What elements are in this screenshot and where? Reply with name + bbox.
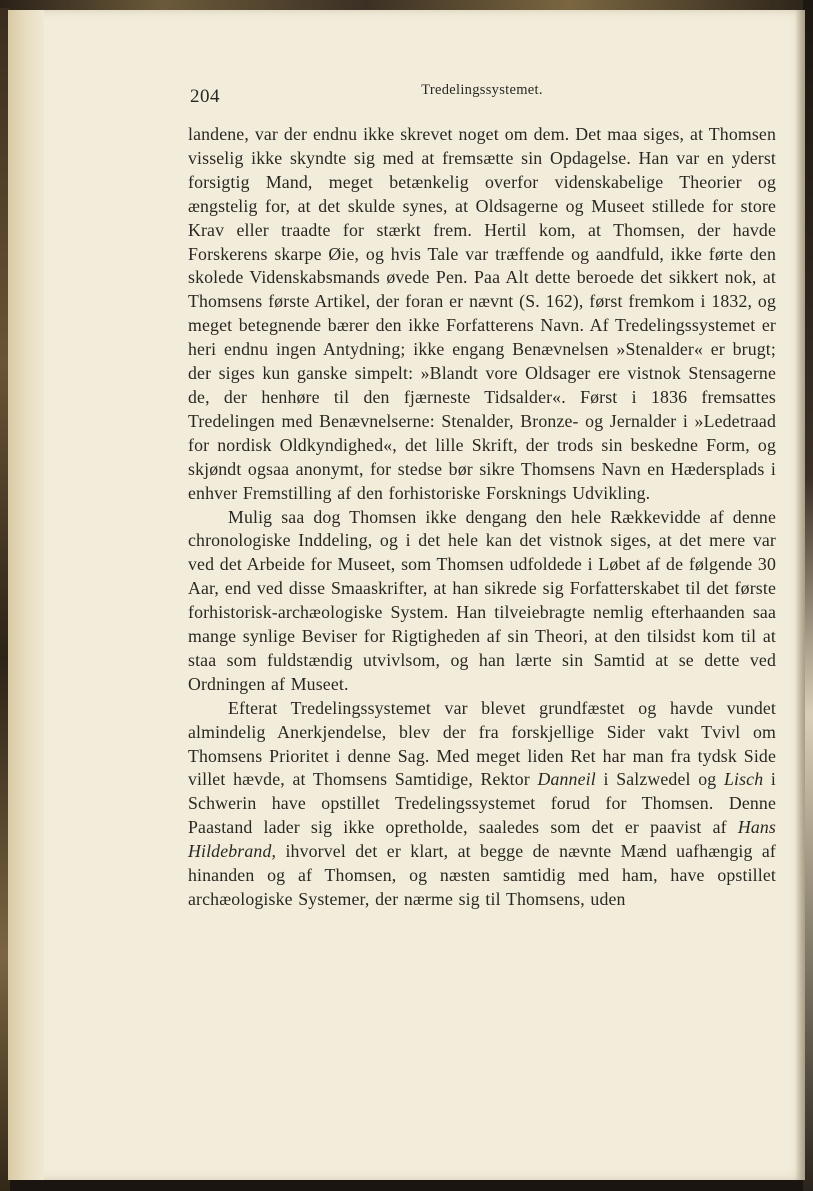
page-content	[188, 76, 776, 912]
name-lisch: Lisch	[723, 769, 764, 790]
paragraph-3-text-b: i Salzwedel og	[595, 769, 724, 790]
paragraph-3-text-c: i Schwerin have opstillet Tredelingssystemet forud for Thomsen. Denne Paastand lader sig ikke opretholde, saaledes som det er paavist af	[188, 769, 776, 838]
name-hans-hildebrand: Hans Hildebrand,	[188, 817, 776, 862]
paragraph-2: Mulig saa dog Thomsen ikke dengang den hele Rækkevidde af denne chronologiske Inddeling, og i det hele kan det vistnok siges, at det mere var ved det Arbeide for Museet, som Thomsen udfoldede i Løbet af de følgende 30 Aar, end ved disse Smaaskrifter, at han sikrede sig Forfatterskabet til det første forhistorisk-archæologiske System. Han tilveiebragte nemlig efterhaanden saa mange synlige Beviser for Rigtigheden af sin Theori, at den tilsidst kom til at staa som fuldstændig utvivlsom, og han lærte sin Samtid at se dette ved Ordningen af Museet.	[188, 506, 776, 694]
page-header	[188, 76, 776, 112]
book-page	[8, 10, 805, 1180]
paragraph-3	[188, 697, 776, 912]
paragraph-1: landene, var der endnu ikke skrevet noget om dem. Det maa siges, at Thomsen visselig ikke skyndte sig med at fremsætte sin Opdagelse. Han var en yderst forsigtig Mand, meget betænkelig overfor videnskabelige Theorier og ængstelig for, at det skulde synes, at Oldsagerne og Museet stillede for store Krav eller traadte for stærkt frem. Hertil kom, at Thomsen, der havde Forskerens skarpe Øie, og hvis Tale var træffende og aandfuld, ikke førte den skolede Videnskabsmands øvede Pen. Paa Alt dette beroede det sikkert nok, at Thomsens første Artikel, der foran er nævnt (S. 162), først fremkom i 1832, og meget betegnende bærer den ikke Forfatterens Navn. Af Tredelingssystemet er heri endnu ingen Antydning; ikke engang Benævnelsen »Stenalder« er brugt; der siges kun ganske simpelt: »Blandt vore Oldsager ere vistnok Stensagerne de, der henhøre til den fjærneste Tidsalder«. Først i 1836 fremsattes Tredelingen med Benævnelserne: Stenalder, Bronze- og Jernalder i »Ledetraad for nordisk Oldkyndighed«, det lille Skrift, der trods sin beskedne Form, og skjøndt ogsaa anonymt, for stedse bør sikre Thomsens Navn en Hædersplads i enhver Fremstilling af den forhistoriske Forsknings Udvikling.	[188, 124, 776, 503]
body-text	[188, 123, 776, 912]
page-gutter	[8, 10, 44, 1180]
page-number: 204	[190, 86, 220, 107]
paragraph-3-text-a: Efterat Tredelingssystemet var blevet grundfæstet og havde vundet almindelig Anerkjendelse, blev der fra forskjellige Sider vakt Tvivl om Thomsens Prioritet i denne Sag. Med meget liden Ret har man fra tydsk Side villet hævde, at Thomsens Samtidige, Rektor	[188, 697, 776, 790]
page-shadow	[795, 10, 805, 1180]
paragraph-3-text-d: ihvorvel det er klart, at begge de nævnte Mænd uafhængig af hinanden og af Thomsen, og næsten samtidig med ham, have opstillet archæologiske Systemer, der nærme sig til Thomsens, uden	[188, 841, 776, 909]
running-head: Tredelingssystemet.	[421, 82, 543, 98]
name-danneil: Danneil	[537, 769, 596, 790]
